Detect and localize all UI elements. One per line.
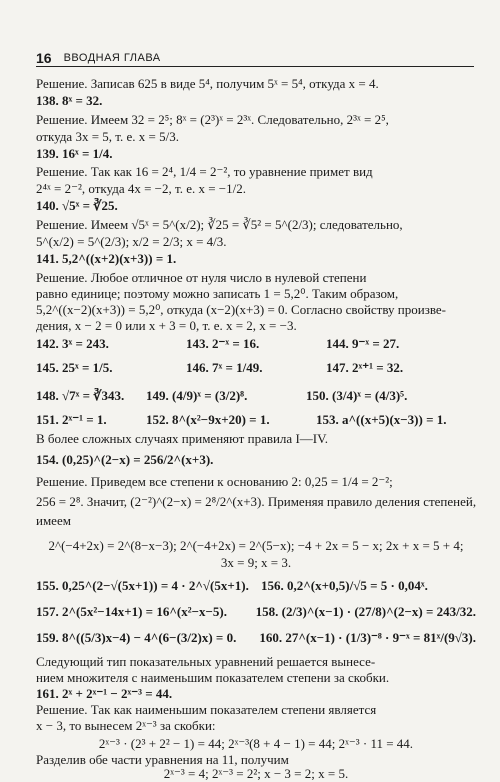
problem-150: 150. (3/4)ˣ = (4/3)⁵. xyxy=(306,388,408,403)
problem-row xyxy=(36,336,476,352)
text-line: Решение. Любое отличное от нуля число в нулевой степени xyxy=(36,270,367,285)
text-line: 2⁴ˣ = 2⁻², откуда 4x = −2, т. е. x = −1/2. xyxy=(36,181,246,196)
problem-155: 155. 0,25^(2−√(5x+1)) = 4 · 2^√(5x+1). xyxy=(36,578,249,593)
problem-160: 160. 27^(x−1) · (1/3)⁻⁸ · 9⁻ˣ = 81ˣ/(9√3). xyxy=(259,630,476,645)
problem-143: 143. 2⁻ˣ = 16. xyxy=(186,336,260,351)
problem-157: 157. 2^(5x²−14x+1) = 16^(x²−x−5). xyxy=(36,604,228,619)
text-line: Решение. Так как наименьшим показателем степени является xyxy=(36,702,377,717)
problem-154: 154. (0,25)^(2−x) = 256/2^(x+3). xyxy=(36,452,214,467)
text-line: Разделив обе части уравнения на 11, получим xyxy=(36,752,289,767)
equation-line: 2ˣ⁻³ · (2³ + 2² − 1) = 44; 2ˣ⁻³(8 + 4 − 1) = 44; 2ˣ⁻³ · 11 = 44. xyxy=(98,736,414,751)
problem-141: 141. 5,2^((x+2)(x+3)) = 1. xyxy=(36,251,177,266)
problem-146: 146. 7ˣ = 1/49. xyxy=(186,360,263,375)
text-line: 5,2^((x−2)(x+3)) = 5,2⁰, откуда (x−2)(x+3) = 0. Согласно свойству произве- xyxy=(36,302,447,317)
text-line: 5^(x/2) = 5^(2/3); x/2 = 2/3; x = 4/3. xyxy=(36,234,227,249)
text-line: дения, x − 2 = 0 или x + 3 = 0, т. е. x = 2, x = −3. xyxy=(36,318,297,333)
problem-139: 139. 16ˣ = 1/4. xyxy=(36,146,113,161)
problem-158: 158. (2/3)^(x−1) · (27/8)^(2−x) = 243/32. xyxy=(255,604,476,619)
text-line: 256 = 2⁸. Значит, (2⁻²)^(2−x) = 2⁸/2^(x+3). Применяя правило деления степеней, xyxy=(36,494,476,509)
problem-152: 152. 8^(x²−9x+20) = 1. xyxy=(146,412,270,427)
text-line: Следующий тип показательных уравнений решается вынесе- xyxy=(36,654,376,669)
problem-161: 161. 2ˣ + 2ˣ⁻¹ − 2ˣ⁻³ = 44. xyxy=(36,686,173,701)
problem-row xyxy=(36,578,476,594)
problem-156: 156. 0,2^(x+0,5)/√5 = 5 · 0,04ˣ. xyxy=(261,578,428,593)
problem-159: 159. 8^((5/3)x−4) − 4^(6−(3/2)x) = 0. xyxy=(36,630,237,645)
problem-149: 149. (4/9)ˣ = (3/2)⁸. xyxy=(146,388,248,403)
text-line: нием множителя с наименьшим показателем степени за скобки. xyxy=(36,670,390,685)
text-line: x − 3, то вынесем 2ˣ⁻³ за скобки: xyxy=(36,718,216,733)
problem-153: 153. a^((x+5)(x−3)) = 1. xyxy=(316,412,447,427)
problem-151: 151. 2ˣ⁻¹ = 1. xyxy=(36,412,107,427)
problem-row xyxy=(36,412,476,428)
problem-138: 138. 8ˣ = 32. xyxy=(36,93,103,108)
page-header xyxy=(36,48,474,67)
text-line: В более сложных случаях применяют правила I—IV. xyxy=(36,431,329,446)
text-line: откуда 3x = 5, т. е. x = 5/3. xyxy=(36,129,179,144)
problem-142: 142. 3ˣ = 243. xyxy=(36,336,109,351)
text-line: Решение. Имеем √5ˣ = 5^(x/2); ∛25 = ∛5² = 5^(2/3); следовательно, xyxy=(36,217,403,232)
text-line: Решение. Так как 16 = 2⁴, 1/4 = 2⁻², то уравнение примет вид xyxy=(36,164,373,179)
page-number: 16 xyxy=(36,50,52,66)
text-line: имеем xyxy=(36,513,71,528)
problem-row xyxy=(36,388,476,404)
problem-row xyxy=(36,360,476,376)
equation-line: 2ˣ⁻³ = 4; 2ˣ⁻³ = 2²; x − 3 = 2; x = 5. xyxy=(163,766,349,781)
text-line: Решение. Имеем 32 = 2⁵; 8ˣ = (2³)ˣ = 2³ˣ. Следовательно, 2³ˣ = 2⁵, xyxy=(36,112,389,127)
problem-144: 144. 9⁻ˣ = 27. xyxy=(326,336,400,351)
equation-line: 3x = 9; x = 3. xyxy=(220,555,292,570)
text-line: Решение. Записав 625 в виде 5⁴, получим 5ˣ = 5⁴, откуда x = 4. xyxy=(36,76,379,91)
text-line: Решение. Приведем все степени к основанию 2: 0,25 = 1/4 = 2⁻²; xyxy=(36,474,393,489)
problem-147: 147. 2ˣ⁺¹ = 32. xyxy=(326,360,404,375)
problem-148: 148. √7ˣ = ∛343. xyxy=(36,388,125,403)
problem-140: 140. √5ˣ = ∛25. xyxy=(36,198,118,213)
chapter-title: ВВОДНАЯ ГЛАВА xyxy=(63,52,161,64)
problem-145: 145. 25ˣ = 1/5. xyxy=(36,360,113,375)
equation-line: 2^(−4+2x) = 2^(8−x−3); 2^(−4+2x) = 2^(5−x); −4 + 2x = 5 − x; 2x + x = 5 + 4; xyxy=(48,538,464,553)
problem-row xyxy=(36,604,476,620)
problem-row xyxy=(36,630,476,646)
text-line: равно единице; поэтому можно записать 1 = 5,2⁰. Таким образом, xyxy=(36,286,399,301)
